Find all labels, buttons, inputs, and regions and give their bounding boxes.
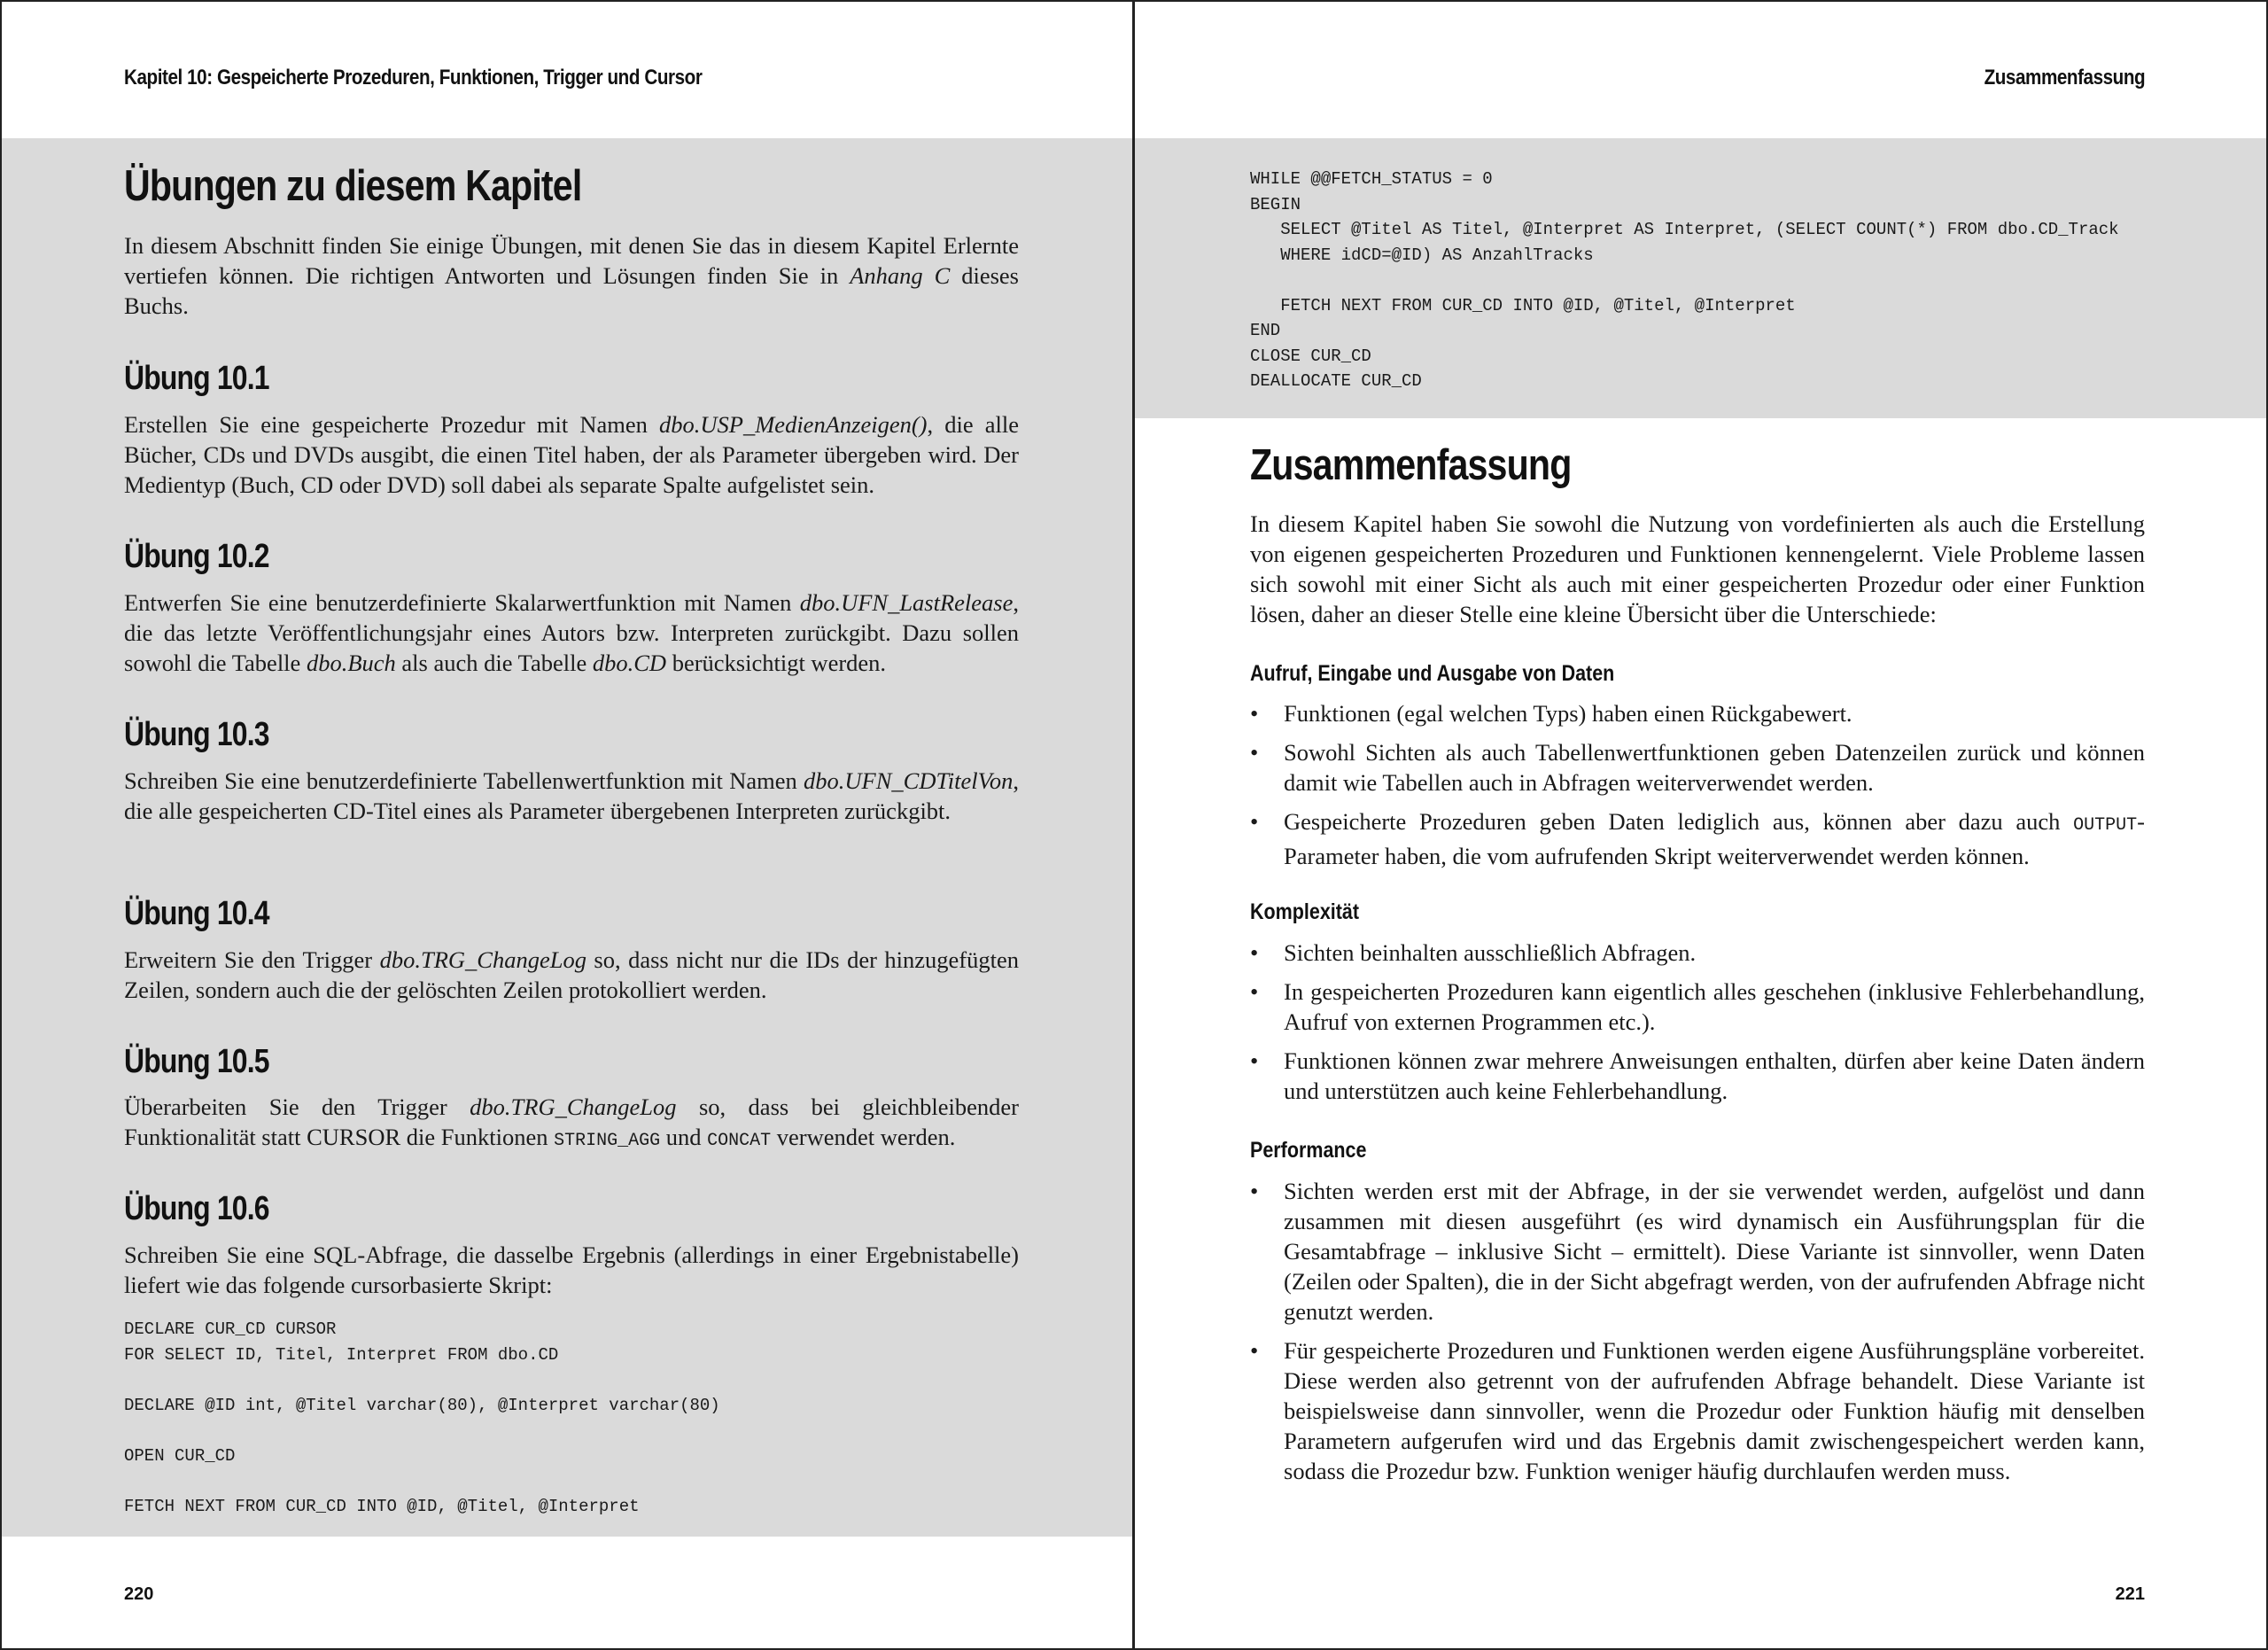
list-item: • Sichten werden erst mit der Abfrage, in der sie verwendet werden, aufgelöst und dann zusammen mit diesen ausgeführt (es wird dynamisch ein Ausführungsplan für die Gesamtabfrage – inklusive Sicht – ermittelt). Diese Variante ist sinnvoller, wenn Daten (Zeilen oder Spalten), die in der Sicht abgefragt werden, von der aufrufenden Abfrage nicht genutzt werden. xyxy=(1250,1178,2145,1325)
exercise-text: Schreiben Sie eine benutzerdefinierte Tabellenwertfunktion mit Namen dbo.UFN_CDTitelVon, die alle gespeicherten CD-Titel eines als Parameter übergebenen Interpreten zurückgibt. xyxy=(124,767,1019,824)
bullet-list xyxy=(1250,1176,2145,1495)
exercise-title: Übung 10.6 xyxy=(124,1190,269,1227)
list-item: • Funktionen können zwar mehrere Anweisungen enthalten, dürfen aber keine Daten ändern und unterstützen auch keine Fehlerbehandlung. xyxy=(1250,1047,2145,1104)
list-item: • In gespeicherten Prozeduren kann eigentlich alles geschehen (inklusive Fehlerbehandlung, Aufruf von externen Programmen etc.). xyxy=(1250,978,2145,1035)
section-title: Übungen zu diesem Kapitel xyxy=(124,162,582,210)
page-number: 221 xyxy=(2115,1584,2145,1604)
running-head: Zusammenfassung xyxy=(1984,66,2145,90)
running-head: Kapitel 10: Gespeicherte Prozeduren, Funktionen, Trigger und Cursor xyxy=(124,66,703,90)
code-listing: WHILE @@FETCH_STATUS = 0 BEGIN SELECT @Titel AS Titel, @Interpret AS Interpret, (SELECT COUNT(*) FROM dbo.CD_Track WHERE idCD=@ID) AS AnzahlTracks FETCH NEXT FROM CUR_CD INTO @ID, @Titel, @Interpret END CLOSE CUR_CD DEALLOCATE CUR_CD xyxy=(1250,169,2119,391)
exercise-text: Erweitern Sie den Trigger dbo.TRG_ChangeLog so, dass nicht nur die IDs der hinzugefügten Zeilen, sondern auch die der gelöschten Zeilen protokolliert werden. xyxy=(124,946,1019,1003)
exercise-title: Übung 10.1 xyxy=(124,360,269,397)
list-item: • Gespeicherte Prozeduren geben Daten lediglich aus, können aber dazu auch OUTPUT-Parameter haben, die vom aufrufenden Skript weiterverwendet werden können. xyxy=(1250,808,2145,869)
exercise-text: Überarbeiten Sie den Trigger dbo.TRG_ChangeLog so, dass bei gleichbleibender Funktionalität statt CURSOR die Funktionen STRING_AGG und CONCAT verwendet werden. xyxy=(124,1094,1019,1151)
right-page xyxy=(1135,0,2268,1650)
subsection-heading: Komplexität xyxy=(1250,899,1360,924)
intro-paragraph: In diesem Abschnitt finden Sie einige Übungen, mit denen Sie das in diesem Kapitel Erlernte vertiefen können. Die richtigen Antworten und Lösungen finden Sie in Anhang C dieses Buchs. xyxy=(124,232,1019,319)
exercise-title: Übung 10.4 xyxy=(124,895,269,932)
list-item: • Funktionen (egal welchen Typs) haben einen Rückgabewert. xyxy=(1250,700,1852,727)
exercise-title: Übung 10.3 xyxy=(124,716,269,753)
subsection-heading: Performance xyxy=(1250,1138,1367,1163)
intro-paragraph: In diesem Kapitel haben Sie sowohl die Nutzung von vordefinierten als auch die Erstellung von eigenen gespeicherten Prozeduren und Funktionen kennengelernt. Viele Probleme lassen sich sowohl mit einer Sicht als auch mit einer gespeicherten Prozedur oder einer Funktion lösen, daher an dieser Stelle eine kleine Übersicht über die Unterschiede: xyxy=(1250,510,2145,627)
list-item: • Sichten beinhalten ausschließlich Abfragen. xyxy=(1250,939,1697,966)
page-number: 220 xyxy=(124,1584,154,1604)
section-title: Zusammenfassung xyxy=(1250,441,1572,489)
exercise-text: Schreiben Sie eine SQL-Abfrage, die dasselbe Ergebnis (allerdings in einer Ergebnistabelle) liefert wie das folgende cursorbasierte Skript: xyxy=(124,1241,1019,1298)
exercise-title: Übung 10.2 xyxy=(124,538,269,575)
exercise-text: Erstellen Sie eine gespeicherte Prozedur mit Namen dbo.USP_MedienAnzeigen(), die alle Bücher, CDs und DVDs ausgibt, die einen Titel haben, der als Parameter übergeben wird. Der Medientyp (Buch, CD oder DVD) soll dabei als separate Spalte aufgelistet sein. xyxy=(124,411,1019,498)
subsection-heading: Aufruf, Eingabe und Ausgabe von Daten xyxy=(1250,661,1615,686)
exercise-title: Übung 10.5 xyxy=(124,1043,269,1080)
list-item: • Für gespeicherte Prozeduren und Funktionen werden eigene Ausführungspläne vorbereitet. Diese werden also getrennt von der aufrufenden Abfrage behandelt. Diese Variante ist beispielsweise dann sinnvoller, wenn die Prozedur oder Funktion häufig mit denselben Parametern aufgerufen wird und das Ergebnis damit zwischengespeichert werden kann, sodass die Prozedur bzw. Funktion weniger häufig durchlaufen werden muss. xyxy=(1250,1337,2145,1484)
bullet-list xyxy=(1250,938,2145,1115)
left-page xyxy=(0,0,1133,1650)
exercise-text: Entwerfen Sie eine benutzerdefinierte Skalarwertfunktion mit Namen dbo.UFN_LastRelease, die das letzte Veröffentlichungsjahr eines Autors bzw. Interpreten zurückgibt. Dazu sollen sowohl die Tabelle dbo.Buch als auch die Tabelle dbo.CD berücksichtigt werden. xyxy=(124,589,1019,676)
bullet-list xyxy=(1250,698,2145,880)
code-listing: DECLARE CUR_CD CURSOR FOR SELECT ID, Titel, Interpret FROM dbo.CD DECLARE @ID int, @Titel varchar(80), @Interpret varchar(80) OPEN CUR_CD FETCH NEXT FROM CUR_CD INTO @ID, @Titel, @Interpret xyxy=(124,1319,720,1516)
list-item: • Sowohl Sichten als auch Tabellenwertfunktionen geben Datenzeilen zurück und können damit wie Tabellen auch in Abfragen weiterverwendet werden. xyxy=(1250,739,2145,796)
